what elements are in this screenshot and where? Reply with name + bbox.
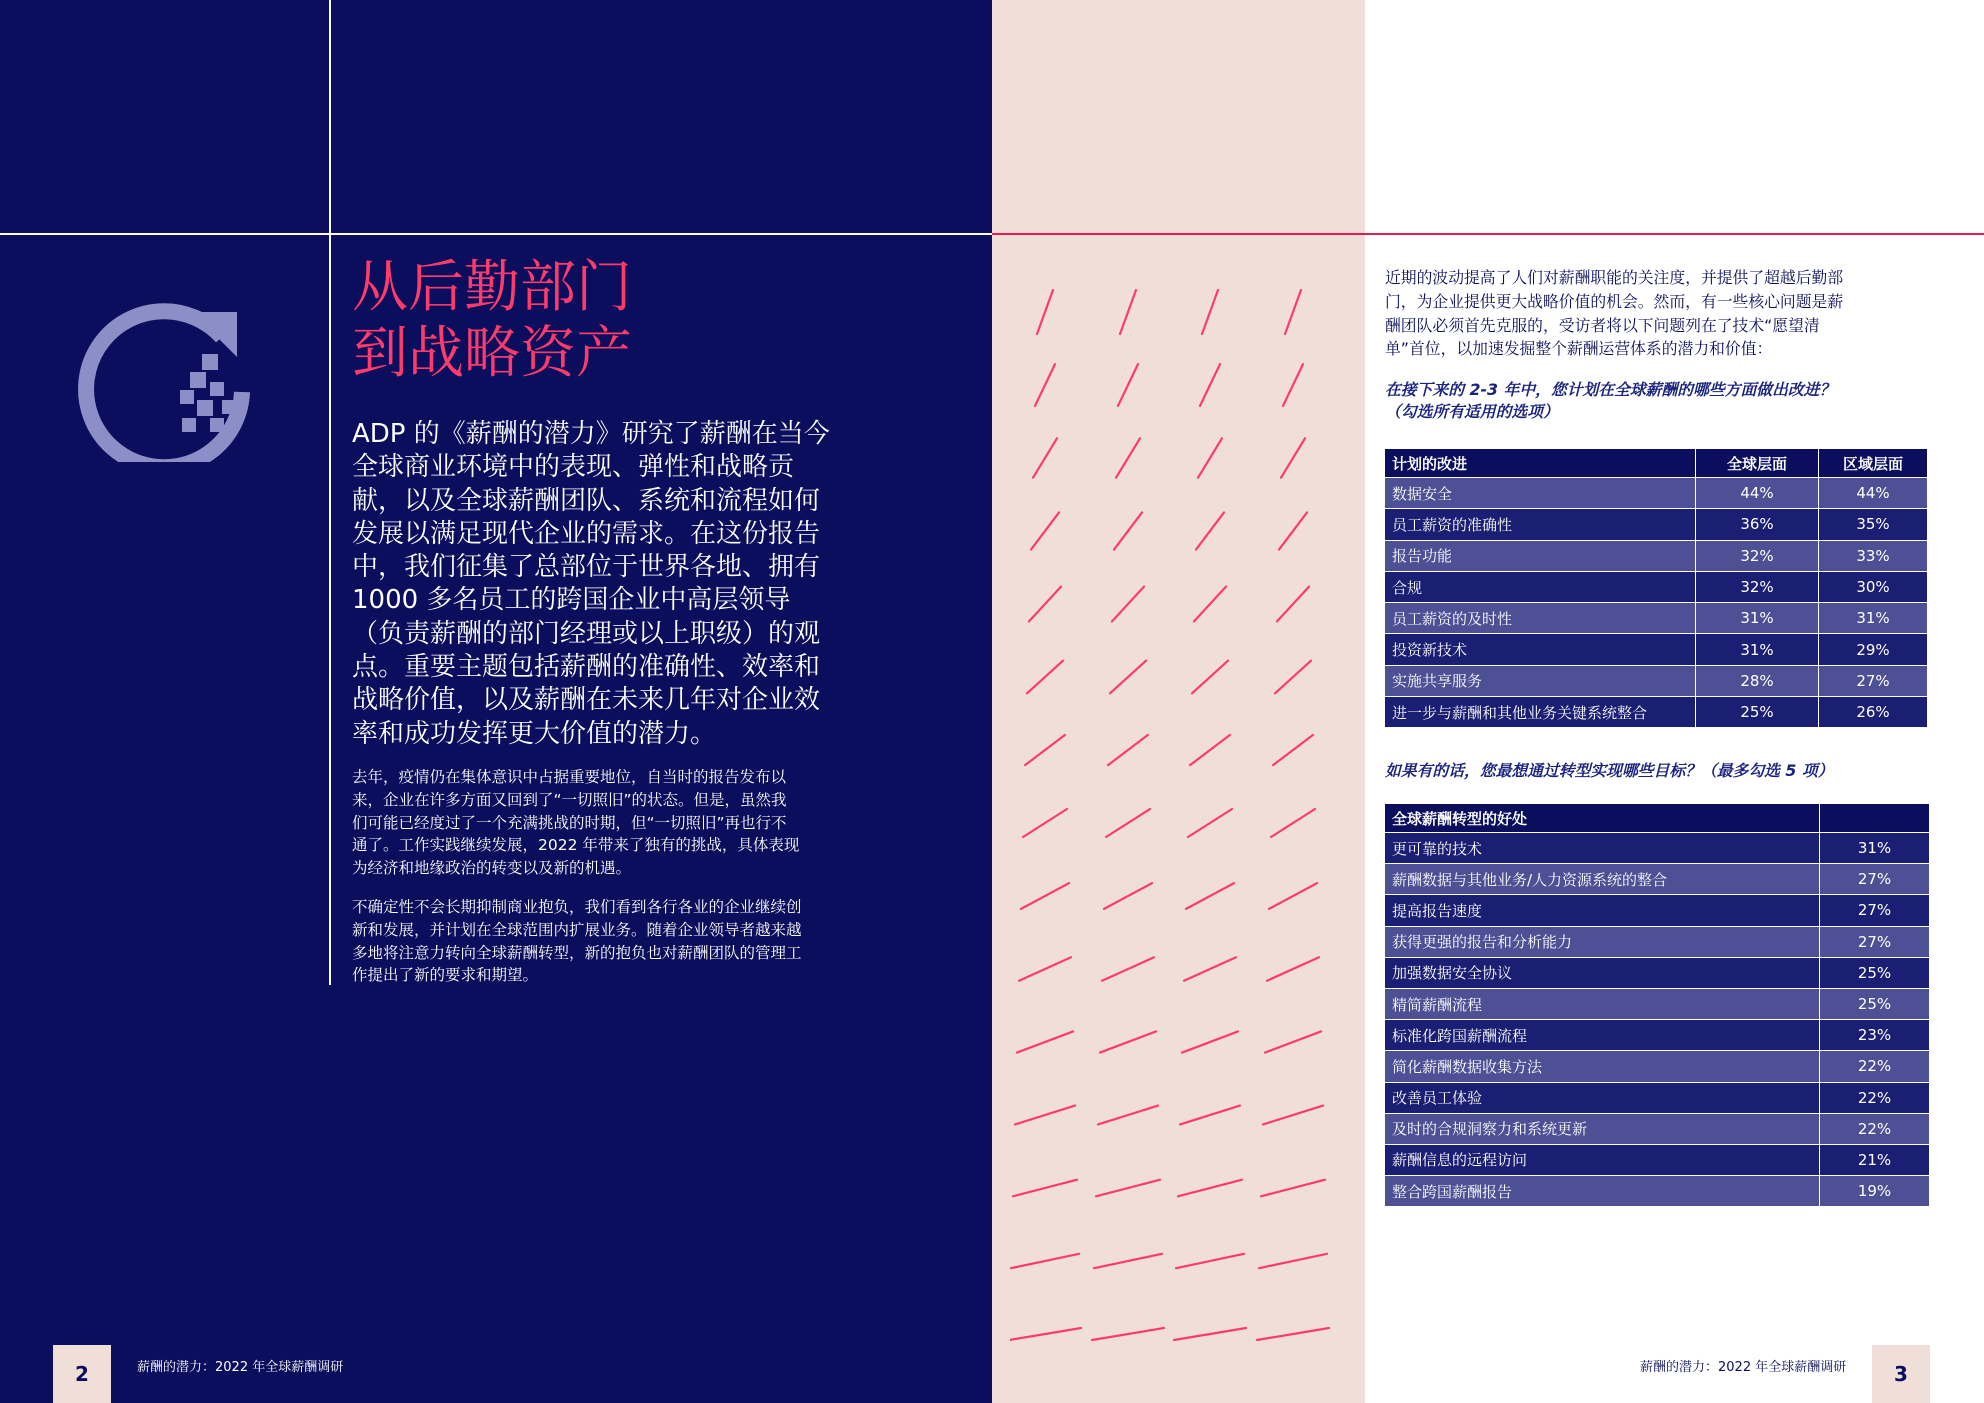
table-header-row (1385, 804, 1930, 833)
benefit-value: 19% (1820, 1176, 1930, 1207)
table-row (1385, 697, 1928, 728)
page-number-right: 3 (1872, 1345, 1930, 1403)
benefit-value: 22% (1820, 1082, 1930, 1113)
running-title-right: 薪酬的潜力：2022 年全球薪酬调研 (1640, 1360, 1847, 1375)
hatch-stroke (1114, 512, 1142, 549)
benefit-value: 22% (1820, 1113, 1930, 1144)
hatch-stroke (1283, 364, 1303, 406)
global-value: 31% (1696, 603, 1819, 634)
improvement-label: 报告功能 (1385, 540, 1696, 571)
decorative-hatch-pattern (1010, 280, 1350, 1360)
hatch-stroke (1176, 1254, 1244, 1268)
hatch-stroke (1182, 1031, 1238, 1052)
table-row (1385, 571, 1928, 602)
hatch-stroke (1281, 438, 1305, 477)
hatch-stroke (1190, 735, 1230, 765)
regional-value: 26% (1819, 697, 1928, 728)
table-row (1385, 957, 1930, 988)
hatch-stroke (1102, 957, 1154, 980)
benefit-label: 简化薪酬数据收集方法 (1385, 1051, 1820, 1082)
title-line-2: 到战略资产 (352, 321, 632, 386)
benefit-label: 获得更强的报告和分析能力 (1385, 926, 1820, 957)
hatch-stroke (1180, 1106, 1240, 1125)
hatch-stroke (1013, 1180, 1077, 1197)
regional-value: 27% (1819, 665, 1928, 696)
hatch-stroke (1269, 883, 1317, 909)
column-header: 计划的改进 (1385, 449, 1696, 478)
hatch-stroke (1019, 957, 1071, 980)
hatch-stroke (1263, 1106, 1323, 1125)
hatch-stroke (1029, 587, 1061, 622)
table-row (1385, 895, 1930, 926)
global-value: 32% (1696, 571, 1819, 602)
hatch-stroke (1271, 809, 1315, 837)
hatch-stroke (1174, 1328, 1246, 1340)
table-row (1385, 988, 1930, 1019)
hatch-stroke (1120, 290, 1136, 334)
benefit-value: 25% (1820, 957, 1930, 988)
table-row (1385, 1144, 1930, 1175)
hatch-stroke (1011, 1254, 1079, 1268)
global-value: 25% (1696, 697, 1819, 728)
intro-paragraph: 近期的波动提高了人们对薪酬职能的关注度，并提供了超越后勤部门，为企业提供更大战略价值的机会。然而，有一些核心问题是薪酬团队必须首先克服的，受访者将以下问题列在了技术“愿望清单”首位，以加速发掘整个薪酬运营体系的潜力和价值： (1385, 268, 1844, 359)
benefit-value: 27% (1820, 926, 1930, 957)
title-line-1: 从后勤部门 (352, 255, 632, 320)
hatch-stroke (1096, 1180, 1160, 1197)
regional-value: 30% (1819, 571, 1928, 602)
table-row (1385, 926, 1930, 957)
improvement-label: 员工薪资的准确性 (1385, 509, 1696, 540)
improvement-label: 投资新技术 (1385, 634, 1696, 665)
global-value: 28% (1696, 665, 1819, 696)
question-2: 如果有的话，您最想通过转型实现哪些目标？（最多勾选 5 项） (1385, 761, 1834, 780)
benefit-label: 薪酬信息的远程访问 (1385, 1144, 1820, 1175)
hatch-stroke (1192, 661, 1228, 694)
table-row (1385, 1051, 1930, 1082)
hatch-stroke (1200, 364, 1220, 406)
hatch-stroke (1037, 290, 1053, 334)
table-row (1385, 509, 1928, 540)
improvement-label: 实施共享服务 (1385, 665, 1696, 696)
global-value: 36% (1696, 509, 1819, 540)
hatch-stroke (1267, 957, 1319, 980)
table-row (1385, 665, 1928, 696)
hatch-stroke (1110, 661, 1146, 694)
column-header (1820, 804, 1930, 833)
hatch-stroke (1025, 735, 1065, 765)
horizontal-rule-left (0, 233, 992, 235)
hatch-stroke (1277, 587, 1309, 622)
benefit-value: 25% (1820, 988, 1930, 1019)
benefit-label: 标准化跨国薪酬流程 (1385, 1020, 1820, 1051)
table-row (1385, 1176, 1930, 1207)
question-1: 在接下来的 2-3 年中，您计划在全球薪酬的哪些方面做出改进？（勾选所有适用的选项） (1385, 380, 1836, 421)
hatch-stroke (1279, 512, 1307, 549)
benefit-label: 更可靠的技术 (1385, 833, 1820, 864)
improvements-table (1384, 448, 1928, 728)
body-paragraph-2: 不确定性不会长期抑制商业抱负，我们看到各行各业的企业继续创新和发展，并计划在全球范围内扩展业务。随着企业领导者越来越多地将注意力转向全球薪酬转型，新的抱负也对薪酬团队的管理工作提出了新的要求和期望。 (352, 898, 802, 985)
hatch-stroke (1027, 661, 1063, 694)
hatch-stroke (1184, 957, 1236, 980)
hatch-stroke (1108, 735, 1148, 765)
benefit-value: 21% (1820, 1144, 1930, 1175)
hatch-stroke (1186, 883, 1234, 909)
table-row (1385, 540, 1928, 571)
hatch-stroke (1031, 512, 1059, 549)
table-row (1385, 634, 1928, 665)
hatch-stroke (1198, 438, 1222, 477)
column-header: 区域层面 (1819, 449, 1928, 478)
table-row (1385, 1082, 1930, 1113)
vertical-rule (329, 0, 331, 985)
hatch-stroke (1098, 1106, 1158, 1125)
benefit-label: 提高报告速度 (1385, 895, 1820, 926)
circular-arrow-pixel-icon (72, 272, 262, 462)
horizontal-rule-right (992, 233, 1984, 235)
benefit-value: 27% (1820, 895, 1930, 926)
hatch-stroke (1275, 661, 1311, 694)
hatch-stroke (1188, 809, 1232, 837)
hatch-stroke (1023, 809, 1067, 837)
benefit-value: 31% (1820, 833, 1930, 864)
hatch-stroke (1092, 1328, 1164, 1340)
table-row (1385, 603, 1928, 634)
regional-value: 33% (1819, 540, 1928, 571)
benefit-value: 22% (1820, 1051, 1930, 1082)
table-row (1385, 1113, 1930, 1144)
table-row (1385, 833, 1930, 864)
hatch-stroke (1257, 1328, 1329, 1340)
benefit-label: 薪酬数据与其他业务/人力资源系统的整合 (1385, 864, 1820, 895)
hatch-stroke (1118, 364, 1138, 406)
benefits-table (1384, 803, 1930, 1207)
global-value: 32% (1696, 540, 1819, 571)
global-value: 44% (1696, 478, 1819, 509)
column-header: 全球层面 (1696, 449, 1819, 478)
regional-value: 35% (1819, 509, 1928, 540)
benefit-label: 及时的合规洞察力和系统更新 (1385, 1113, 1820, 1144)
hatch-stroke (1196, 512, 1224, 549)
improvement-label: 数据安全 (1385, 478, 1696, 509)
improvement-label: 合规 (1385, 571, 1696, 602)
body-paragraph-1: 去年，疫情仍在集体意识中占据重要地位，自当时的报告发布以来，企业在许多方面又回到了“一切照旧”的状态。但是，虽然我们可能已经度过了一个充满挑战的时期，但“一切照旧”再也行不通了。工作实践继续发展，2022 年带来了独有的挑战，具体表现为经济和地缘政治的转变以及新的机遇。 (352, 768, 800, 878)
column-header: 全球薪酬转型的好处 (1385, 804, 1820, 833)
running-title-left: 薪酬的潜力：2022 年全球薪酬调研 (137, 1360, 344, 1375)
hatch-stroke (1202, 290, 1218, 334)
hatch-stroke (1116, 438, 1140, 477)
benefit-label: 改善员工体验 (1385, 1082, 1820, 1113)
benefit-value: 23% (1820, 1020, 1930, 1051)
hatch-stroke (1273, 735, 1313, 765)
page-number-left: 2 (53, 1345, 111, 1403)
hatch-stroke (1021, 883, 1069, 909)
hatch-stroke (1015, 1106, 1075, 1125)
hatch-stroke (1106, 809, 1150, 837)
hatch-stroke (1010, 1328, 1081, 1340)
table-row (1385, 1020, 1930, 1051)
page-title (352, 255, 912, 387)
hatch-stroke (1094, 1254, 1162, 1268)
hatch-stroke (1035, 364, 1055, 406)
hatch-stroke (1100, 1031, 1156, 1052)
table-header-row (1385, 449, 1928, 478)
benefit-label: 整合跨国薪酬报告 (1385, 1176, 1820, 1207)
improvement-label: 进一步与薪酬和其他业务关键系统整合 (1385, 697, 1696, 728)
benefit-label: 加强数据安全协议 (1385, 957, 1820, 988)
hatch-stroke (1104, 883, 1152, 909)
hatch-stroke (1112, 587, 1144, 622)
hatch-stroke (1265, 1031, 1321, 1052)
table-row (1385, 478, 1928, 509)
hatch-stroke (1285, 290, 1301, 334)
hatch-stroke (1259, 1254, 1327, 1268)
regional-value: 44% (1819, 478, 1928, 509)
hatch-stroke (1178, 1180, 1242, 1197)
benefit-label: 精简薪酬流程 (1385, 988, 1820, 1019)
hatch-stroke (1261, 1180, 1325, 1197)
table-row (1385, 864, 1930, 895)
regional-value: 31% (1819, 603, 1928, 634)
regional-value: 29% (1819, 634, 1928, 665)
lead-paragraph: ADP 的《薪酬的潜力》研究了薪酬在当今全球商业环境中的表现、弹性和战略贡献，以及全球薪酬团队、系统和流程如何发展以满足现代企业的需求。在这份报告中，我们征集了总部位于世界各地、拥有 1000 多名员工的跨国企业中高层领导（负责薪酬的部门经理或以上职级）的观点。重要主题包括薪酬的准确性、效率和战略价值，以及薪酬在未来几年对企业效率和成功发挥更大价值的潜力。 (352, 419, 830, 749)
hatch-stroke (1194, 587, 1226, 622)
improvement-label: 员工薪资的及时性 (1385, 603, 1696, 634)
hatch-stroke (1017, 1031, 1073, 1052)
global-value: 31% (1696, 634, 1819, 665)
hatch-stroke (1033, 438, 1057, 477)
benefit-value: 27% (1820, 864, 1930, 895)
